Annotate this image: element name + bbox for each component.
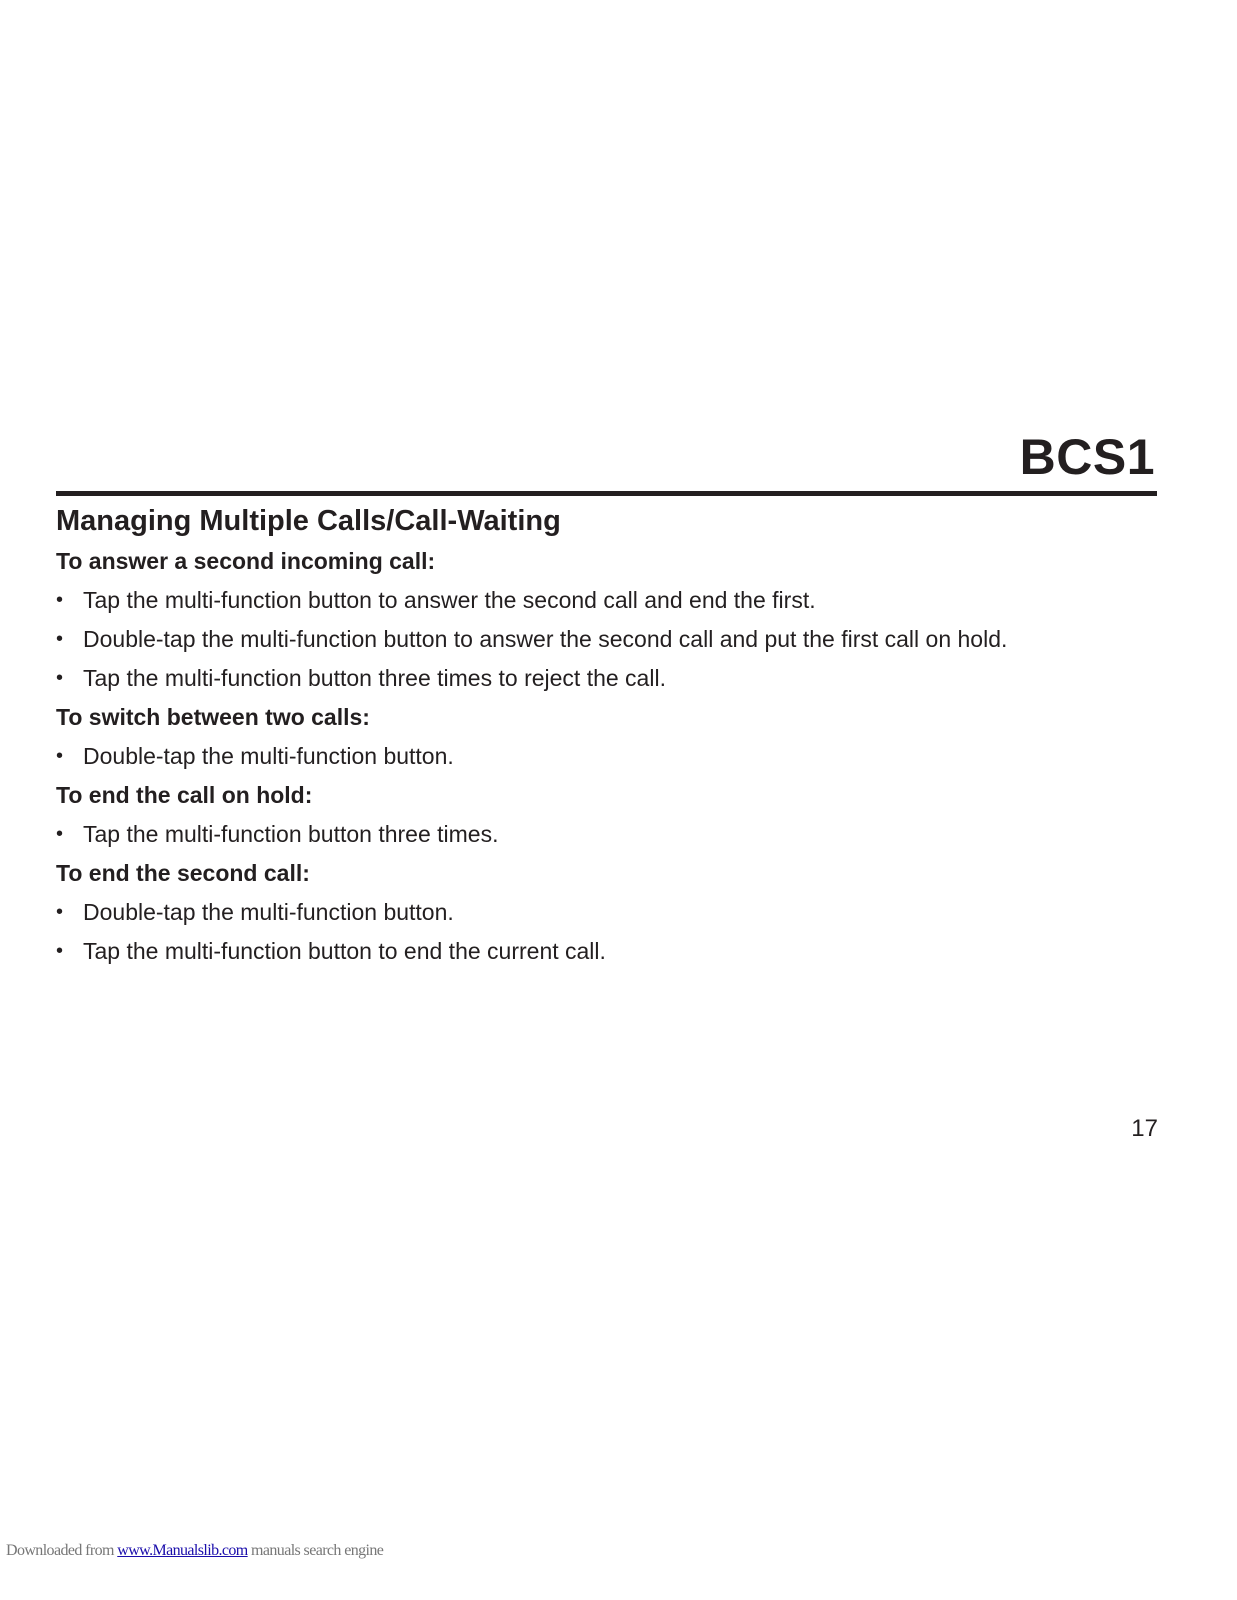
subheading-switch-calls: To switch between two calls: [56,704,370,730]
list-item: • Double-tap the multi-function button. [56,893,1157,932]
answer-second-call-list [56,581,1157,698]
end-call-on-hold-list [56,815,1157,854]
end-second-call-list [56,893,1157,971]
list-item: • Tap the multi-function button to end the current call. [56,932,1157,971]
manualslib-link[interactable]: www.Manualslib.com [117,1542,248,1559]
manual-section [56,503,1157,971]
list-item: • Tap the multi-function button to answer the second call and end the first. [56,581,1157,620]
footer-suffix: manuals search engine [247,1542,384,1559]
list-item: • Double-tap the multi-function button. [56,737,1157,776]
footer-prefix: Downloaded from [6,1542,118,1559]
subheading-answer-second-call: To answer a second incoming call: [56,548,436,574]
header-rule [56,491,1157,496]
list-item: • Double-tap the multi-function button to answer the second call and put the first call on hold. [56,620,1157,659]
list-item: • Tap the multi-function button three times. [56,815,1157,854]
subheading-end-second-call: To end the second call: [56,860,310,886]
list-item: • Tap the multi-function button three times to reject the call. [56,659,1157,698]
model-name: BCS1 [1019,429,1155,485]
download-footer [6,1542,383,1560]
switch-calls-list [56,737,1157,776]
subheading-end-call-on-hold: To end the call on hold: [56,782,313,808]
section-title: Managing Multiple Calls/Call-Waiting [56,505,561,537]
page-number: 17 [1131,1115,1158,1142]
